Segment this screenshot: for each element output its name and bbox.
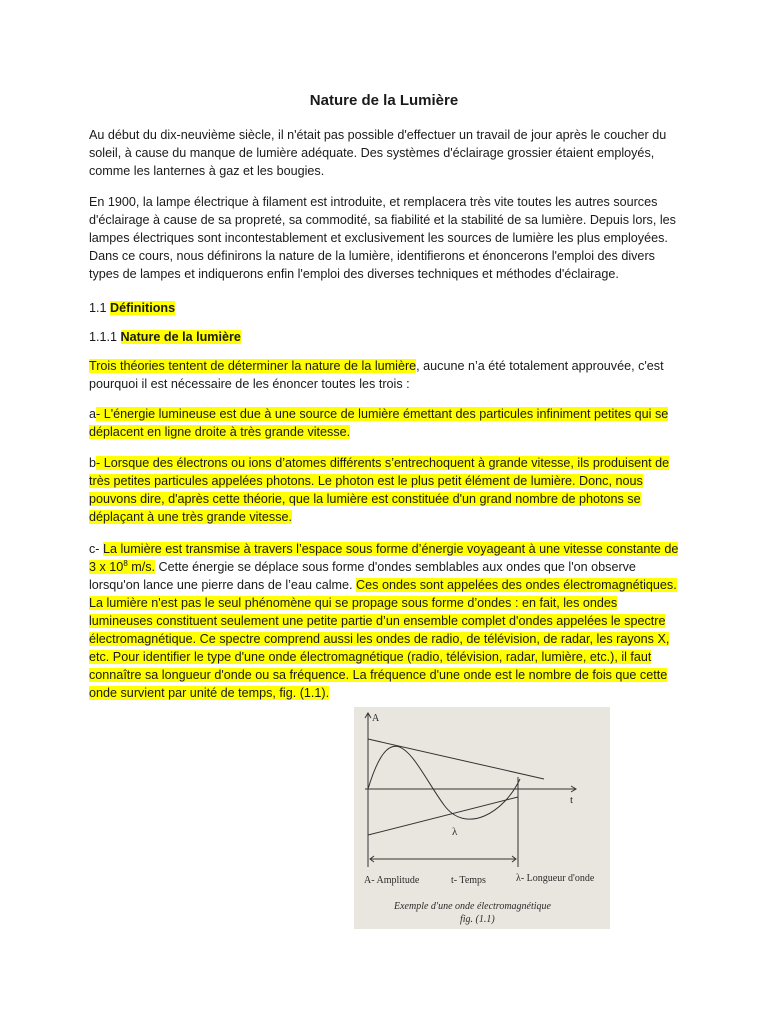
paragraph-2: En 1900, la lampe électrique à filament est introduite, et remplacera très vite toutes les autres sources d'éclairage à cause de sa propreté, sa commodité, sa fiabilité et la stabilité de sa lumière. Depuis lors, les lampes électriques sont incontestablement et exclusivement les sources de lumière les plus employées. Dans ce cours, nous définirons la nature de la lumière, identifierons et énoncerons l'emploi des divers types de lampes et indiquerons enfin l'emploi des diverses techniques et méthodes d'éclairage. xyxy=(89,195,676,281)
section-heading-1-1 xyxy=(89,299,683,317)
theories-intro-text: , aucune n’a été totalement approuvée, c'est pourquoi il est nécessaire de les énoncer toutes les trois : xyxy=(89,359,664,391)
wavelength-label: λ xyxy=(452,826,458,838)
figure-caption: Exemple d'une onde électromagnétique xyxy=(394,901,551,912)
envelope-lower xyxy=(368,797,518,835)
theory-c-label: c- xyxy=(89,542,103,556)
paragraph-history xyxy=(89,193,683,283)
exponent: 8 xyxy=(123,558,128,568)
legend-amplitude: A- Amplitude xyxy=(364,875,420,886)
theory-b-text: - Lorsque des électrons ou ions d’atomes différents s’entrechoquent à grande vitesse, ils produisent de très petites particules appelées photons. Le photon est le plus petit élément de lumière. Donc, nous pouvons dire, d'après cette théorie, que la lumière est constituée d'un grand nombre de photons se déplaçant à une très grande vitesse. xyxy=(89,456,670,524)
theory-b xyxy=(89,454,683,526)
subsection-number: 1.1.1 xyxy=(89,330,118,344)
theory-a-label: a xyxy=(89,407,97,421)
theory-b-label: b xyxy=(89,456,97,470)
theory-a-text: - L'énergie lumineuse est due à une source de lumière émettant des particules infiniment petites qui se déplacent en ligne droite à très grande vitesse. xyxy=(89,407,669,439)
theory-c xyxy=(89,540,683,702)
section-title: Définitions xyxy=(110,301,176,315)
subsection-title: Nature de la lumière xyxy=(120,330,241,344)
legend-wavelength: λ- Longueur d'onde xyxy=(516,873,595,884)
paragraph-intro xyxy=(89,126,683,180)
page-title: Nature de la Lumière xyxy=(309,92,459,109)
theory-c-speed-text: La lumière est transmise à travers l’espace sous forme d’énergie voyageant à une vitesse constante de 3 x 10 xyxy=(89,542,679,574)
section-number: 1.1 xyxy=(89,301,107,315)
theories-intro-highlight: Trois théories tentent de déterminer la nature de la lumière xyxy=(89,359,417,373)
theory-c-units: m/s. xyxy=(127,560,156,574)
theory-c-plain: Cette énergie se déplace sous forme d'ondes semblables aux ondes que l'on observe lorsqu'on lance une pierre dans de l’eau calme. xyxy=(89,560,636,592)
wave-figure xyxy=(354,707,610,929)
paragraph-1: Au début du dix-neuvième siècle, il n'était pas possible d'effectuer un travail de jour après le coucher du soleil, à cause du manque de lumière adéquate. Des systèmes d'éclairage grossier étaient employés, comme les lanternes à gaz et les bougies. xyxy=(89,128,667,178)
time-axis-label: t xyxy=(570,794,574,806)
section-heading-1-1-1 xyxy=(89,328,683,346)
wave-curve xyxy=(368,746,520,819)
amplitude-axis-label: A xyxy=(372,713,380,724)
figure-number: fig. (1.1) xyxy=(460,914,495,925)
theory-c-highlight-2: Ces ondes sont appelées des ondes électromagnétiques. La lumière n'est pas le seul phénomène qui se propage sous forme d’ondes : en fait, les ondes lumineuses constituent seulement une petite partie d’un ensemble complet d'ondes appelées le spectre électromagnétique. Ce spectre comprend aussi les ondes de radio, de télévision, de radar, les rayons X, etc. Pour identifier le type d'une onde électromagnétique (radio, télévision, radar, lumière, etc.), il faut connaître sa longueur d'onde ou sa fréquence. La fréquence d'une onde est le nombre de fois que cette onde survient par unité de temps, fig. (1.1). xyxy=(89,578,677,700)
wave-diagram xyxy=(354,707,610,929)
theory-a xyxy=(89,405,683,441)
legend-time: t- Temps xyxy=(451,875,486,886)
theories-intro xyxy=(89,357,683,393)
envelope-upper xyxy=(368,739,544,779)
